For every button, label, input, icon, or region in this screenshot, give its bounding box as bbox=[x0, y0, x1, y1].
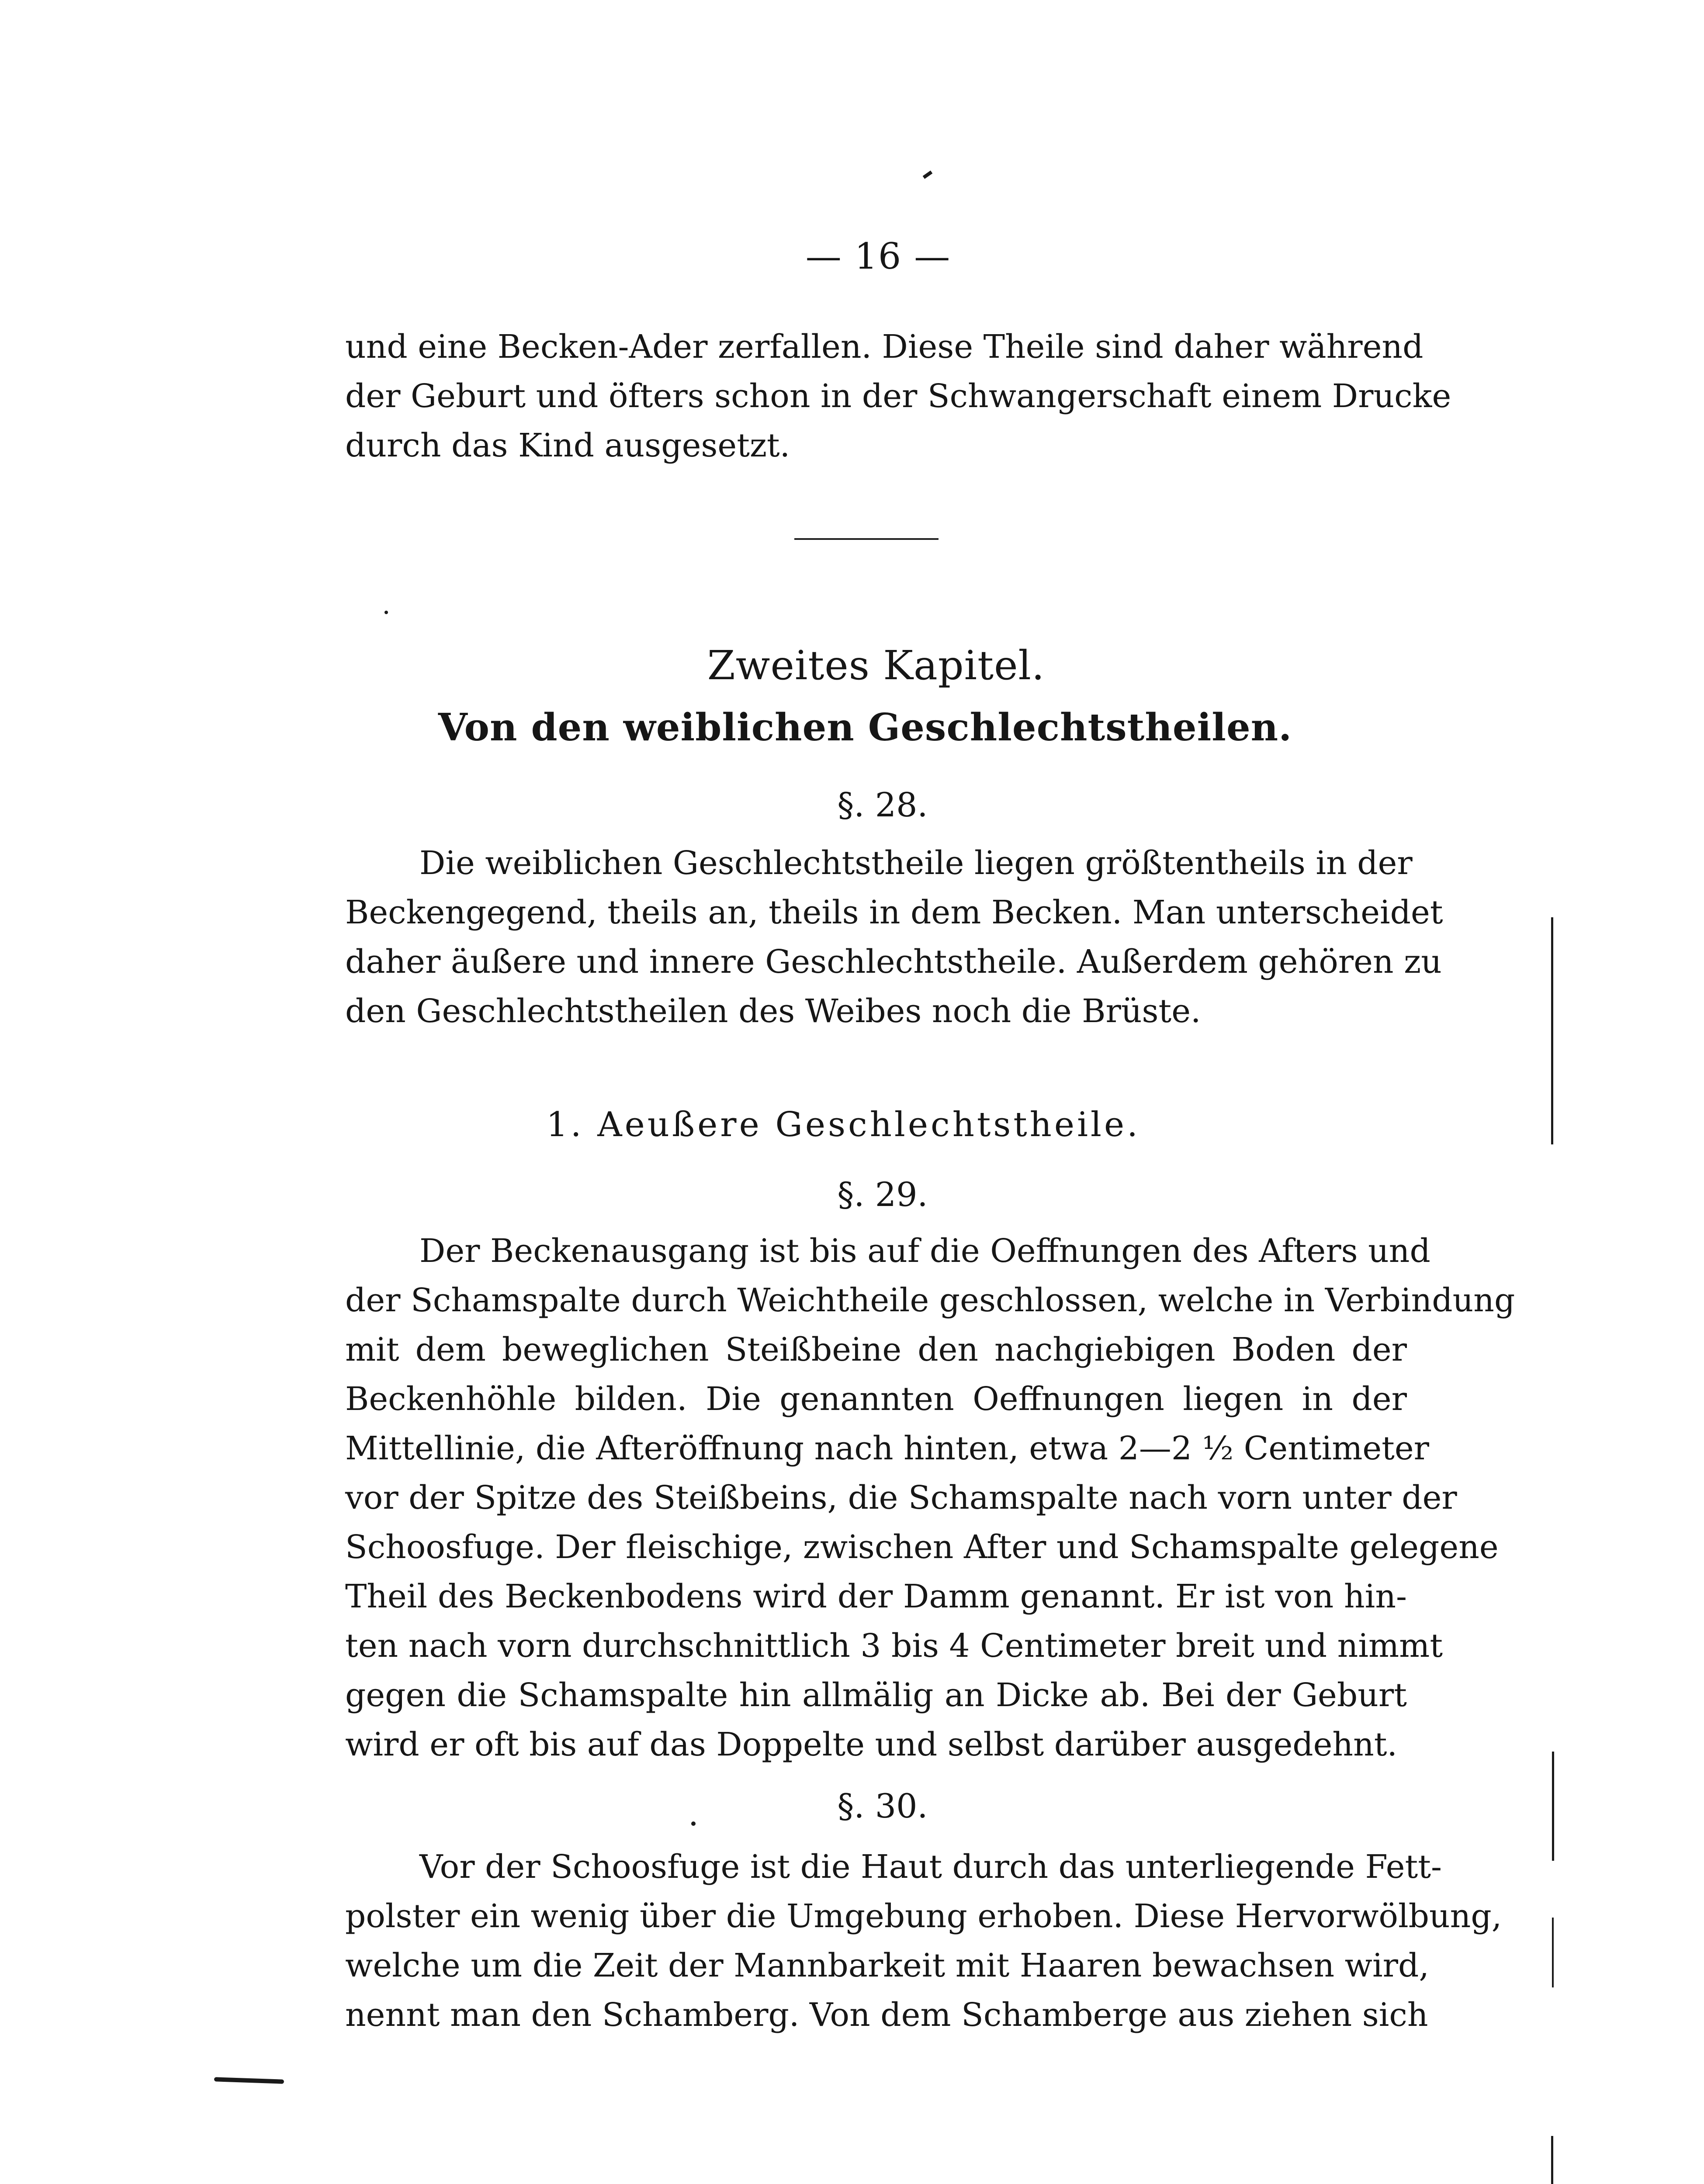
text-line: wird er oft bis auf das Doppelte und selbst darüber ausgedehnt. bbox=[345, 1726, 1397, 1763]
text-line: welche um die Zeit der Mannbarkeit mit Haaren bewachsen wird, bbox=[345, 1947, 1429, 1984]
text-line: den Geschlechtstheilen des Weibes noch die Brüste. bbox=[345, 992, 1201, 1030]
margin-line bbox=[1552, 1918, 1554, 1987]
ink-speck bbox=[384, 611, 388, 614]
text-line: ten nach vorn durchschnittlich 3 bis 4 Centimeter breit und nimmt bbox=[345, 1627, 1443, 1665]
text-line: Theil des Beckenbodens wird der Damm genannt. Er ist von hin- bbox=[345, 1578, 1407, 1615]
text-line: und eine Becken-Ader zerfallen. Diese Theile sind daher während bbox=[345, 328, 1423, 366]
margin-smudge bbox=[214, 2077, 284, 2084]
chapter-subtitle: Von den weiblichen Geschlechtstheilen. bbox=[438, 705, 1292, 750]
text-line: Der Beckenausgang ist bis auf die Oeffnungen des Afters und bbox=[419, 1232, 1430, 1270]
text-line: Schoosfuge. Der fleischige, zwischen After und Schamspalte gelegene bbox=[345, 1528, 1499, 1566]
section-heading-28: §. 28. bbox=[837, 785, 928, 824]
section-29-paragraph bbox=[345, 1227, 1515, 1769]
section-heading-29: §. 29. bbox=[837, 1175, 928, 1214]
text-line: vor der Spitze des Steißbeins, die Schamspalte nach vorn unter der bbox=[345, 1479, 1457, 1517]
intro-paragraph bbox=[345, 322, 1451, 470]
chapter-title: Zweites Kapitel. bbox=[707, 642, 1045, 689]
section-heading-30: §. 30. bbox=[837, 1787, 928, 1825]
text-line: daher äußere und innere Geschlechtstheile. Außerdem gehören zu bbox=[345, 943, 1442, 981]
page-number: — 16 — bbox=[805, 236, 951, 277]
text-line: der Schamspalte durch Weichtheile geschlossen, welche in Verbindung bbox=[345, 1282, 1515, 1319]
subsection-heading: 1. Aeußere Geschlechtstheile. bbox=[546, 1105, 1140, 1144]
ink-speck bbox=[923, 170, 933, 179]
section-30-paragraph bbox=[345, 1842, 1502, 2040]
text-line: Beckenhöhle bilden. Die genannten Oeffnungen liegen in der bbox=[345, 1380, 1407, 1418]
text-line: Vor der Schoosfuge ist die Haut durch das unterliegende Fett- bbox=[419, 1848, 1442, 1886]
text-line: Beckengegend, theils an, theils in dem Becken. Man unterscheidet bbox=[345, 894, 1443, 931]
separator-rule bbox=[794, 538, 939, 540]
text-line: polster ein wenig über die Umgebung erhoben. Diese Hervorwölbung, bbox=[345, 1897, 1502, 1935]
text-line: durch das Kind ausgesetzt. bbox=[345, 427, 790, 464]
text-line: nennt man den Schamberg. Von dem Schamberge aus ziehen sich bbox=[345, 1996, 1428, 2034]
text-line: Mittellinie, die Afteröffnung nach hinten, etwa 2—2 ½ Centimeter bbox=[345, 1430, 1430, 1467]
text-line: der Geburt und öfters schon in der Schwangerschaft einem Drucke bbox=[345, 377, 1451, 415]
section-28-paragraph bbox=[345, 839, 1443, 1036]
text-line: Die weiblichen Geschlechtstheile liegen größtentheils in der bbox=[419, 844, 1413, 882]
text-line: gegen die Schamspalte hin allmälig an Dicke ab. Bei der Geburt bbox=[345, 1676, 1407, 1714]
text-line: mit dem beweglichen Steißbeine den nachgiebigen Boden der bbox=[345, 1331, 1407, 1368]
margin-line bbox=[1551, 2136, 1553, 2184]
